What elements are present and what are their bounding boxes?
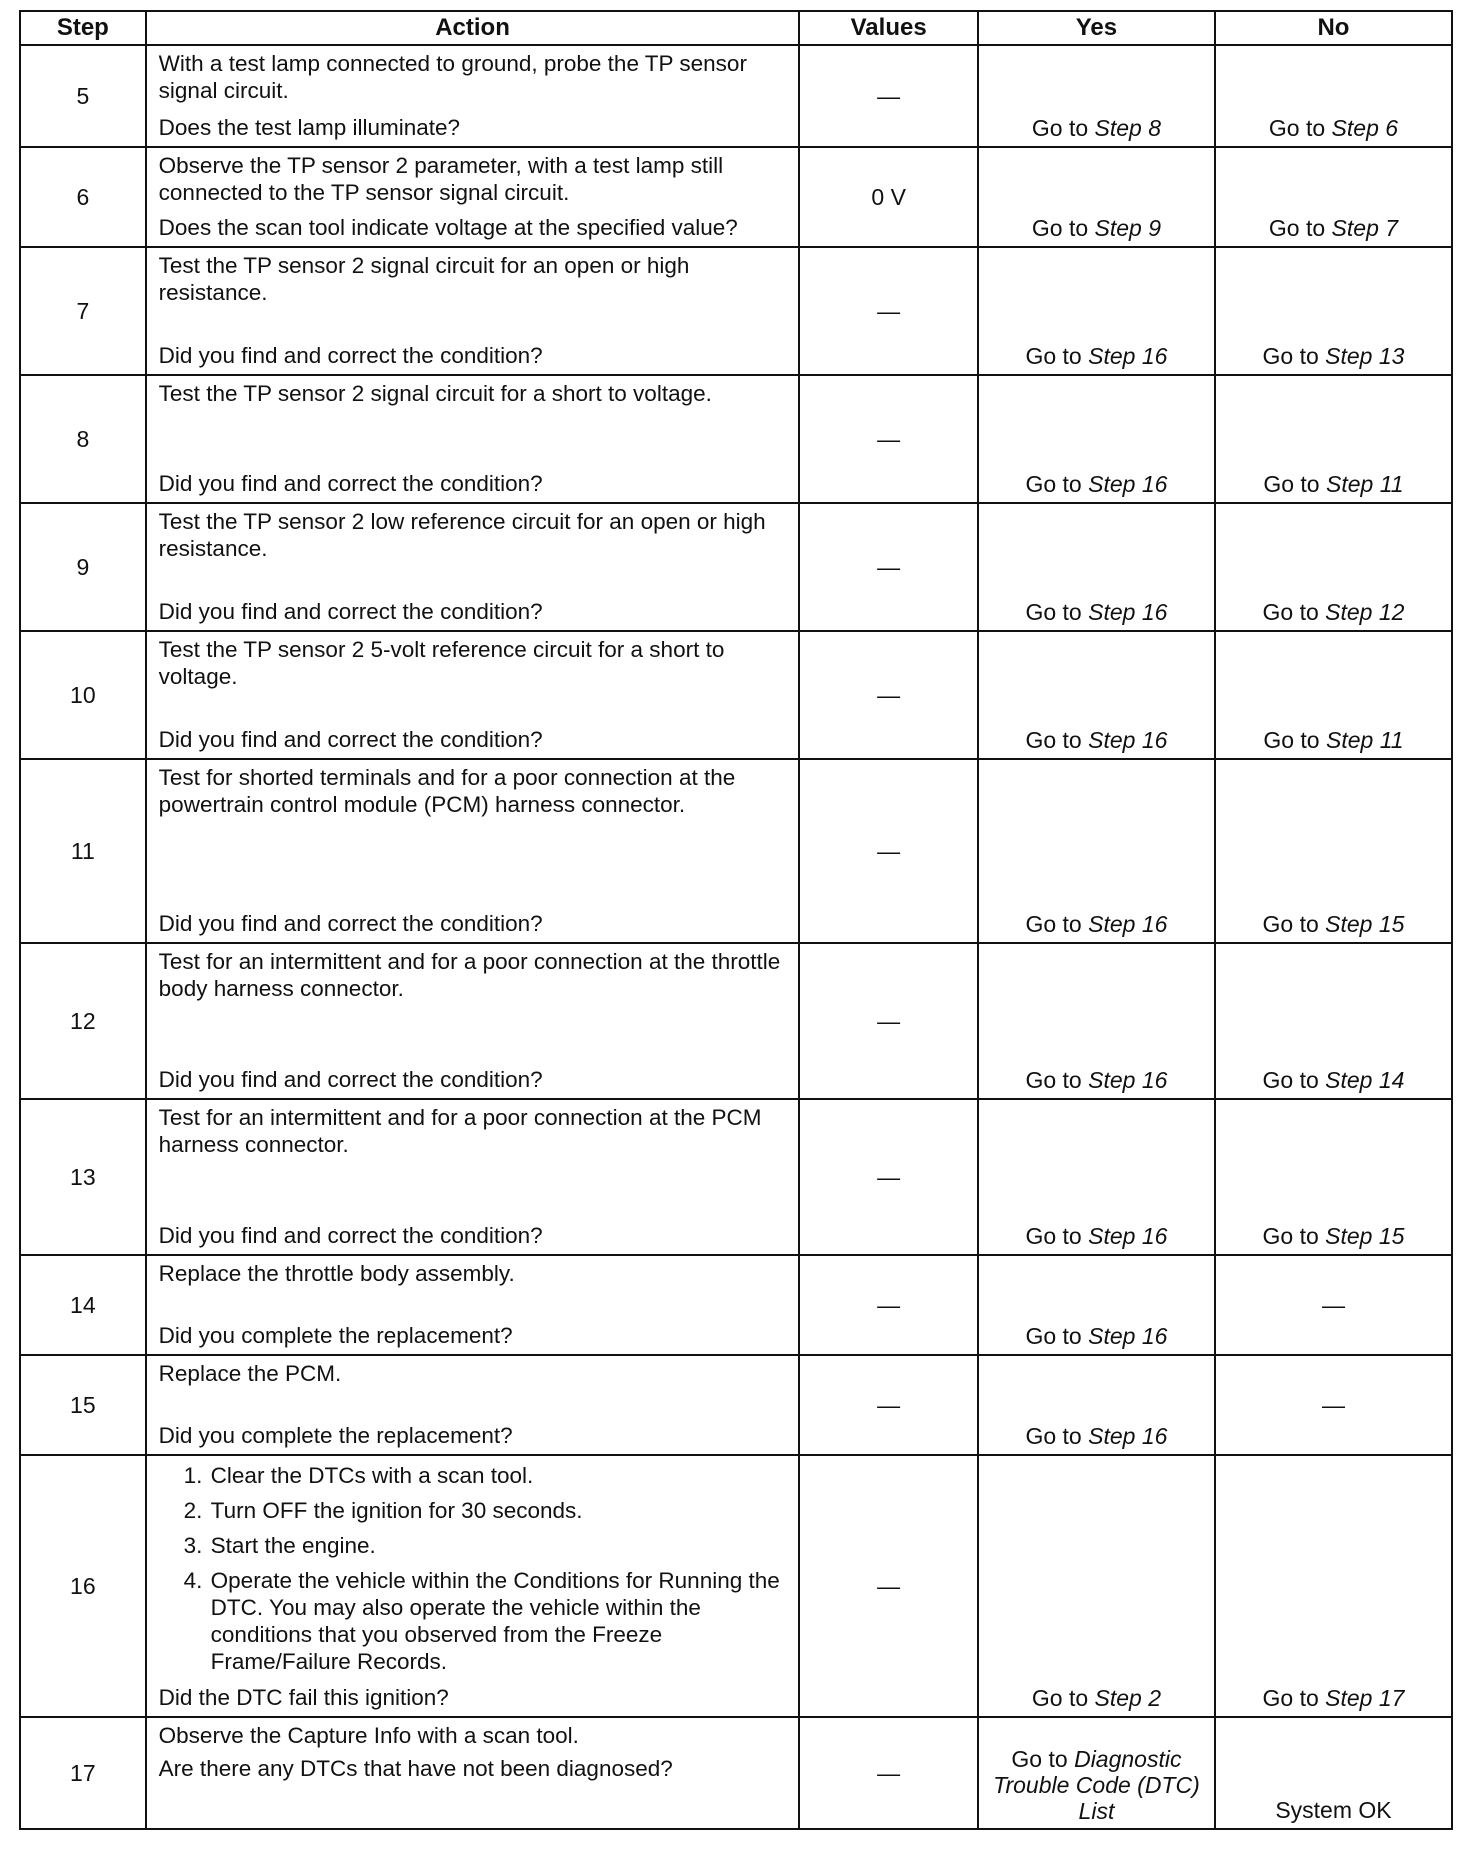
procedure-list <box>159 1462 791 1683</box>
yes-prefix: Go to <box>1031 115 1095 141</box>
yes-prefix: Go to <box>1025 599 1089 625</box>
header-no: No <box>1215 11 1452 45</box>
value-cell: — <box>799 759 978 943</box>
action-text: Observe the TP sensor 2 parameter, with a test lamp still connected to the TP sensor signal circuit. <box>158 153 724 205</box>
action-cell <box>146 503 800 631</box>
no-prefix: Go to <box>1262 1685 1326 1711</box>
yes-step-link[interactable]: Step 16 <box>1088 1423 1168 1449</box>
action-question: Are there any DTCs that have not been diagnosed? <box>158 1756 673 1781</box>
yes-prefix: Go to <box>1025 1323 1089 1349</box>
action-cell <box>146 1455 800 1717</box>
table-row <box>20 45 1452 147</box>
list-item: 2. Turn OFF the ignition for 30 seconds. <box>209 1497 791 1524</box>
yes-step-link[interactable]: Step 16 <box>1088 599 1168 625</box>
action-text: Test for an intermittent and for a poor connection at the PCM harness connector. <box>158 1105 762 1157</box>
step-number: 13 <box>20 1099 146 1255</box>
no-prefix: Go to <box>1262 1223 1326 1249</box>
yes-cell <box>978 1255 1215 1355</box>
no-step-link[interactable]: Step 7 <box>1331 215 1399 241</box>
no-cell <box>1215 375 1452 503</box>
action-text: With a test lamp connected to ground, probe the TP sensor signal circuit. <box>158 51 747 103</box>
step-number: 10 <box>20 631 146 759</box>
action-text: Observe the Capture Info with a scan tool. <box>158 1723 579 1748</box>
yes-cell <box>978 1455 1215 1717</box>
no-prefix: Go to <box>1262 911 1326 937</box>
no-step-link[interactable]: Step 11 <box>1326 727 1404 753</box>
value-cell: — <box>799 375 978 503</box>
no-prefix: Go to <box>1263 727 1326 753</box>
value-cell: — <box>799 1355 978 1455</box>
yes-cell <box>978 631 1215 759</box>
yes-prefix: Go to <box>1025 1223 1089 1249</box>
action-question: Did you complete the replacement? <box>158 1423 513 1448</box>
yes-step-link[interactable]: Step 2 <box>1094 1685 1162 1711</box>
no-cell: — <box>1215 1355 1452 1455</box>
yes-step-link[interactable]: Diagnostic Trouble Code (DTC) List <box>993 1746 1200 1824</box>
action-cell <box>146 45 800 147</box>
yes-prefix: Go to <box>1025 471 1089 497</box>
action-text: Test the TP sensor 2 5-volt reference circuit for a short to voltage. <box>158 637 725 689</box>
action-cell <box>146 375 800 503</box>
action-cell <box>146 1099 800 1255</box>
action-question: Did you complete the replacement? <box>158 1323 513 1348</box>
table-row <box>20 375 1452 503</box>
no-prefix: Go to <box>1262 599 1326 625</box>
no-step-link[interactable]: Step 13 <box>1325 343 1405 369</box>
header-action: Action <box>146 11 800 45</box>
table-row <box>20 759 1452 943</box>
action-question: Does the test lamp illuminate? <box>158 115 461 140</box>
yes-cell <box>978 1717 1215 1829</box>
action-question: Did you find and correct the condition? <box>158 1067 543 1092</box>
action-question: Did you find and correct the condition? <box>158 471 543 496</box>
no-cell <box>1215 631 1452 759</box>
yes-prefix: Go to <box>1031 215 1095 241</box>
table-row <box>20 503 1452 631</box>
action-cell <box>146 147 800 247</box>
no-step-link[interactable]: Step 11 <box>1326 471 1404 497</box>
yes-prefix: Go to <box>1025 727 1089 753</box>
value-cell: 0 V <box>799 147 978 247</box>
action-cell <box>146 1255 800 1355</box>
step-number: 16 <box>20 1455 146 1717</box>
no-cell: — <box>1215 1255 1452 1355</box>
yes-step-link[interactable]: Step 16 <box>1088 727 1168 753</box>
step-number: 15 <box>20 1355 146 1455</box>
yes-step-link[interactable]: Step 16 <box>1088 1323 1168 1349</box>
no-cell <box>1215 503 1452 631</box>
list-item: 3. Start the engine. <box>209 1532 791 1559</box>
step-number: 17 <box>20 1717 146 1829</box>
no-cell <box>1215 45 1452 147</box>
action-question: Does the scan tool indicate voltage at the specified value? <box>158 215 738 240</box>
action-question: Did you find and correct the condition? <box>158 343 543 368</box>
action-cell <box>146 943 800 1099</box>
value-cell: — <box>799 1717 978 1829</box>
action-cell <box>146 759 800 943</box>
no-step-link[interactable]: Step 15 <box>1325 1223 1405 1249</box>
step-number: 14 <box>20 1255 146 1355</box>
table-row <box>20 147 1452 247</box>
step-number: 11 <box>20 759 146 943</box>
no-cell <box>1215 1455 1452 1717</box>
action-cell <box>146 247 800 375</box>
yes-cell <box>978 247 1215 375</box>
yes-step-link[interactable]: Step 9 <box>1094 215 1162 241</box>
no-cell <box>1215 147 1452 247</box>
action-text: Test for shorted terminals and for a poor connection at the powertrain control module (PCM) harness connector. <box>158 765 736 817</box>
list-item: 4. Operate the vehicle within the Conditions for Running the DTC. You may also operate the vehicle within the conditions that you observed from the Freeze Frame/Failure Records. <box>209 1567 791 1675</box>
step-number: 7 <box>20 247 146 375</box>
table-row <box>20 1717 1452 1829</box>
yes-cell <box>978 45 1215 147</box>
yes-prefix: Go to <box>1031 1685 1095 1711</box>
yes-cell <box>978 943 1215 1099</box>
header-step: Step <box>20 11 146 45</box>
yes-step-link[interactable]: Step 8 <box>1094 115 1162 141</box>
yes-cell <box>978 375 1215 503</box>
header-row <box>20 11 1452 45</box>
action-text: Replace the PCM. <box>158 1361 342 1386</box>
no-prefix: Go to <box>1263 471 1326 497</box>
table-row <box>20 247 1452 375</box>
no-prefix: Go to <box>1262 343 1326 369</box>
no-step-link[interactable]: Step 17 <box>1325 1685 1405 1711</box>
yes-cell <box>978 759 1215 943</box>
yes-prefix: Go to <box>1025 911 1089 937</box>
no-cell: System OK <box>1215 1717 1452 1829</box>
header-values: Values <box>799 11 978 45</box>
value-cell: — <box>799 247 978 375</box>
table-row <box>20 631 1452 759</box>
no-step-link[interactable]: Step 6 <box>1331 115 1399 141</box>
table-row <box>20 1255 1452 1355</box>
step-number: 5 <box>20 45 146 147</box>
value-cell: — <box>799 1099 978 1255</box>
no-cell <box>1215 943 1452 1099</box>
yes-step-link[interactable]: Step 16 <box>1088 471 1168 497</box>
value-cell: — <box>799 943 978 1099</box>
header-yes: Yes <box>978 11 1215 45</box>
no-cell <box>1215 247 1452 375</box>
no-prefix: Go to <box>1262 1067 1326 1093</box>
yes-prefix: Go to <box>1025 343 1089 369</box>
step-number: 8 <box>20 375 146 503</box>
yes-step-link[interactable]: Step 16 <box>1088 1067 1168 1093</box>
list-item: 1. Clear the DTCs with a scan tool. <box>209 1462 791 1489</box>
action-cell <box>146 1717 800 1829</box>
value-cell: — <box>799 45 978 147</box>
action-question: Did you find and correct the condition? <box>158 599 543 624</box>
action-text: Test the TP sensor 2 signal circuit for an open or high resistance. <box>158 253 690 305</box>
table-row <box>20 1099 1452 1255</box>
table-row <box>20 1455 1452 1717</box>
yes-prefix: Go to <box>1025 1067 1089 1093</box>
step-number: 6 <box>20 147 146 247</box>
yes-cell <box>978 1099 1215 1255</box>
value-cell: — <box>799 1455 978 1717</box>
action-question: Did you find and correct the condition? <box>158 911 543 936</box>
no-cell <box>1215 1099 1452 1255</box>
value-cell: — <box>799 631 978 759</box>
no-prefix: Go to <box>1268 115 1332 141</box>
action-question: Did you find and correct the condition? <box>158 727 543 752</box>
table-row <box>20 1355 1452 1455</box>
yes-cell <box>978 147 1215 247</box>
value-cell: — <box>799 503 978 631</box>
diagnostic-table <box>19 10 1453 1830</box>
yes-prefix: Go to <box>1011 1746 1075 1772</box>
yes-step-link[interactable]: Step 16 <box>1088 1223 1168 1249</box>
no-step-link[interactable]: Step 15 <box>1325 911 1405 937</box>
action-question: Did you find and correct the condition? <box>158 1223 543 1248</box>
action-text: Test the TP sensor 2 signal circuit for a short to voltage. <box>158 381 712 406</box>
step-number: 12 <box>20 943 146 1099</box>
no-step-link[interactable]: Step 14 <box>1325 1067 1405 1093</box>
yes-step-link[interactable]: Step 16 <box>1088 343 1168 369</box>
no-cell <box>1215 759 1452 943</box>
table-row <box>20 943 1452 1099</box>
action-cell <box>146 631 800 759</box>
action-text: Test for an intermittent and for a poor connection at the throttle body harness connector. <box>158 949 781 1001</box>
yes-prefix: Go to <box>1025 1423 1089 1449</box>
no-step-link[interactable]: Step 12 <box>1325 599 1405 625</box>
action-text: Test the TP sensor 2 low reference circuit for an open or high resistance. <box>158 509 766 561</box>
action-question: Did the DTC fail this ignition? <box>158 1685 449 1710</box>
no-prefix: Go to <box>1268 215 1332 241</box>
yes-step-link[interactable]: Step 16 <box>1088 911 1168 937</box>
yes-cell <box>978 1355 1215 1455</box>
action-text: Replace the throttle body assembly. <box>158 1261 515 1286</box>
action-cell <box>146 1355 800 1455</box>
step-number: 9 <box>20 503 146 631</box>
value-cell: — <box>799 1255 978 1355</box>
diagnostic-table-sheet <box>19 10 1453 1830</box>
yes-cell <box>978 503 1215 631</box>
